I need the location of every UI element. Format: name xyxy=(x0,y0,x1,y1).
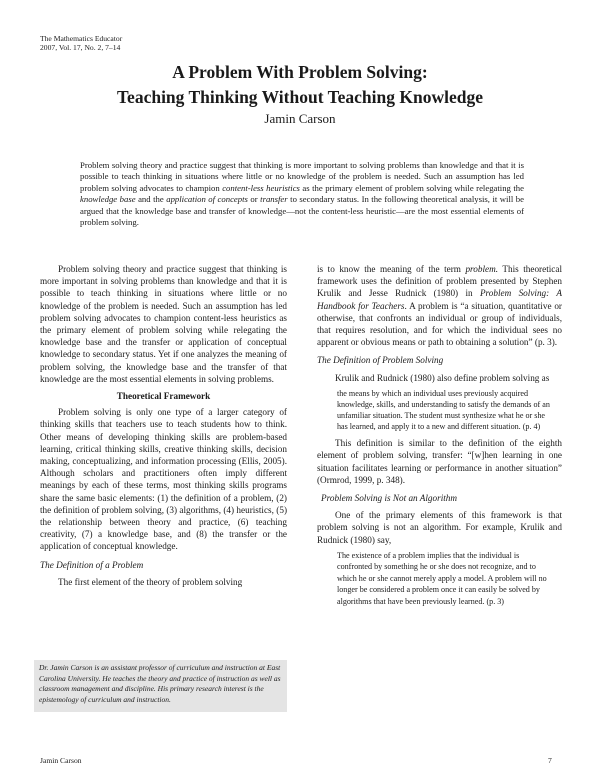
title-line-1: A Problem With Problem Solving: xyxy=(172,62,428,82)
right-column xyxy=(317,263,562,612)
left-column xyxy=(40,263,287,588)
transfer-paragraph: This definition is similar to the definition of the eighth element of problem solving, transfer: “[w]hen learning in one situation facilitates learning or performance in another situation” (Ormrod, 1999, p. 348). xyxy=(317,438,562,485)
subheading-definition-of-problem: The Definition of a Problem xyxy=(40,559,144,570)
subheading-not-an-algorithm: Problem Solving is Not an Algorithm xyxy=(321,493,458,504)
abstract-text: or xyxy=(247,194,261,205)
krulik-definition-paragraph: Krulik and Rudnick (1980) also define problem solving as xyxy=(335,372,550,383)
abstract-emphasis: application of concepts xyxy=(166,194,248,205)
abstract-text: and the xyxy=(135,194,167,205)
abstract-emphasis: transfer xyxy=(260,194,288,205)
first-element-paragraph: The first element of the theory of problem solving xyxy=(58,576,243,587)
title-line-2: Teaching Thinking Without Teaching Knowledge xyxy=(116,87,483,107)
page-number: 7 xyxy=(548,756,552,765)
book-title: Problem Solving: A Handbook for Teachers xyxy=(317,288,562,311)
section-heading: Theoretical Framework xyxy=(116,391,211,402)
abstract-emphasis: content-less heuristics xyxy=(222,182,300,193)
abstract-text: Problem solving theory and practice suggest that thinking is more important to solving problems than knowledge and that it is possible to teach thinking in situations where little or no knowledge of the problem is needed. Such an assumption has led problem solving advocates to champion xyxy=(80,160,524,193)
problem-definition-paragraph xyxy=(317,263,562,348)
abstract-text: as the primary element of problem solving while relegating the xyxy=(299,182,524,193)
algorithm-paragraph: One of the primary elements of this framework is that problem solving is not an algorithm. For example, Krulik and Rudnick (1980) say, xyxy=(317,510,562,545)
paragraph-text: . A problem is “a situation, quantitative or otherwise, that confronts an individual or group of individuals, that requires resolution, and for which the individual sees no apparent or obvious means or path to obtaining a solution” (p. 3). xyxy=(317,300,562,348)
journal-header xyxy=(40,34,122,52)
paragraph-text: This theoretical framework uses the definition of problem presented by Stephen Krulik and Jesse Rudnick (1980) in xyxy=(317,264,563,299)
abstract-emphasis: knowledge base xyxy=(80,194,136,205)
footer-author: Jamin Carson xyxy=(40,756,82,765)
author-name: Jamin Carson xyxy=(264,111,336,126)
subheading-definition-of-problem-solving: The Definition of Problem Solving xyxy=(317,355,444,366)
paragraph-text: is to know the meaning of the term xyxy=(317,264,466,274)
author-bio-box: Dr. Jamin Carson is an assistant professor of curriculum and instruction at East Carolina University. He teaches the theory and practice of instruction as well as classroom management and discipline. His primary research interest is the epistemology of curriculum and instruction. xyxy=(34,660,287,712)
journal-volume: 2007, Vol. 17, No. 2, 7–14 xyxy=(40,43,121,52)
term-problem: problem. xyxy=(465,264,499,274)
block-quote: the means by which an individual uses previously acquired knowledge, skills, and understanding to satisfy the demands of an unfamiliar situation. The student must synthesize what he or she has learned, and apply it to a new and different situation. (p. 4) xyxy=(337,388,550,432)
journal-name: The Mathematics Educator xyxy=(40,34,123,43)
abstract xyxy=(80,160,524,228)
framework-paragraph: Problem solving is only one type of a larger category of thinking skills that teachers use to teach students how to think. Other means of developing thinking skills are problem-based learning, critical thinking skills, creative thinking skills, decision making, conceptualizing, and information processing (Ellis, 2005). Although scholars and practitioners often imply different meanings by each of these terms, most thinking skills programs share the same basic elements: (1) the definition of a problem, (2) the definition of problem solving, (3) algorithms, (4) heuristics, (5) the relationship between theory and practice, (6) teaching creativity, (7) a knowledge base, and (8) the transfer or the application of conceptual knowledge. xyxy=(40,407,287,552)
abstract-text: to secondary status. In the following theoretical analysis, it will be argued that the knowledge base and transfer of knowledge—not the content-less heuristic—are the most essential elements of problem solving. xyxy=(80,194,524,228)
intro-paragraph: Problem solving theory and practice suggest that thinking is more important in solving problems than knowledge and that it is possible to teach thinking in situations where little or no knowledge of the problem is needed. Such an assumption has led problem solving advocates to champion content-less heuristics as the primary element of problem solving while relegating the knowledge base and the transfer or application of conceptual knowledge to secondary status. Yet if one analyzes the meaning of problem solving, the knowledge base and the transfer of that knowledge are the most essential elements in solving problems. xyxy=(40,264,287,384)
block-quote: The existence of a problem implies that the individual is confronted by something he or she does not recognize, and to which he or she cannot merely apply a model. A problem will no longer be considered a problem once it can easily be solved by algorithms that have been previously learned. (p. 3) xyxy=(337,550,547,606)
